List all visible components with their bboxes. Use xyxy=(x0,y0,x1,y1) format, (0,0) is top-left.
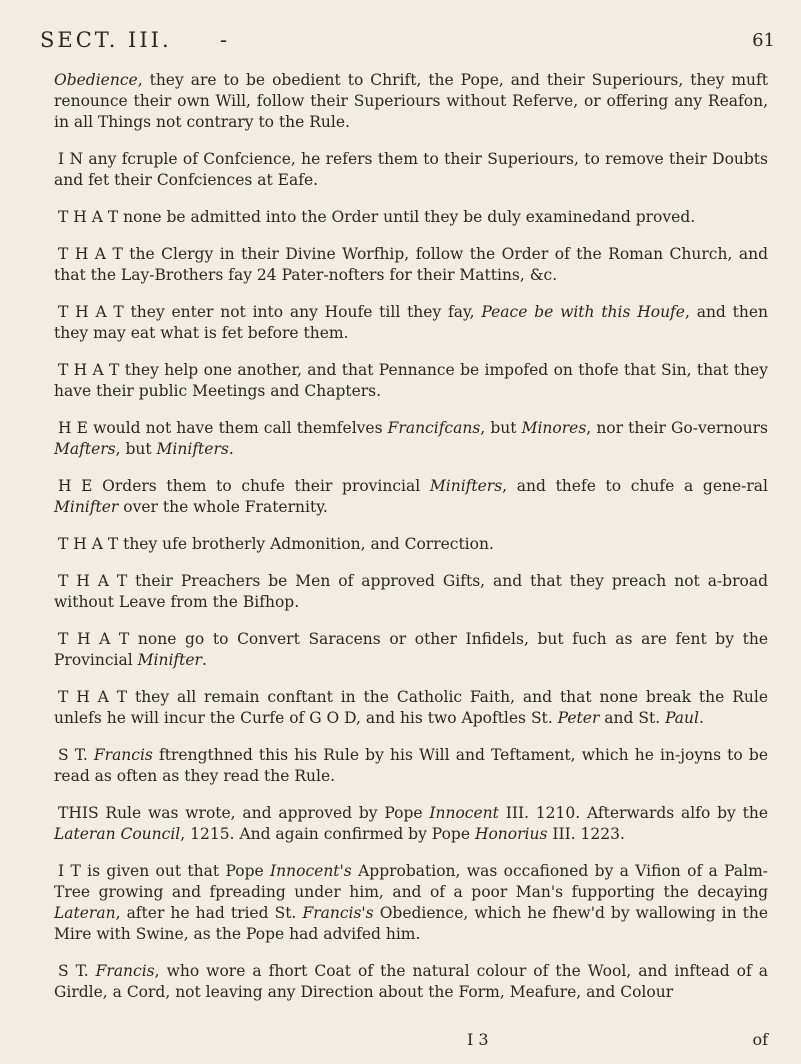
paragraph xyxy=(54,476,768,518)
text-run: , they are to be obedient to Chrift, the Pope, and their Superiours, they muft renounce their own Will, follow their Superiours without Referve, or offering any Reafon, in all Things not contrary to the Rule. xyxy=(54,71,768,131)
text-run: H E would not have them call themfelves xyxy=(58,419,388,437)
text-run: . xyxy=(201,651,207,669)
italic-text: Minores xyxy=(521,419,587,437)
text-run: , and thefe to chufe a gene-ral xyxy=(502,477,768,495)
paragraph xyxy=(54,302,768,344)
text-run: , but xyxy=(480,419,522,437)
text-run: T H A T the Clergy in their Divine Worfhip, follow the Order of the Roman Church, and that the Lay-Brothers fay 24 Pater-nofters for their Mattins, &c. xyxy=(54,245,768,284)
text-run: H E Orders them to chufe their provincial xyxy=(58,477,430,495)
paragraph xyxy=(54,861,768,945)
text-run: over the whole Fraternity. xyxy=(118,498,328,516)
text-run: Approbation, was occafioned by a Vifion of a Palm-Tree growing and fpreading under him, and of a poor Man's fupporting the decaying xyxy=(54,862,769,901)
text-run: T H A T their Preachers be Men of approved Gifts, and that they preach not a-broad without Leave from the Bifhop. xyxy=(54,572,768,611)
text-run: S T. xyxy=(58,962,96,980)
text-run: T H A T none go to Convert Saracens or other Infidels, but fuch as are fent by the Provincial xyxy=(54,630,768,669)
italic-text: Innocent's xyxy=(270,862,352,880)
signature-mark: I 3 xyxy=(467,1030,489,1049)
italic-text: Mafters xyxy=(54,440,116,458)
paragraph xyxy=(54,418,768,460)
paragraph xyxy=(54,629,768,671)
section-heading: SECT. III. xyxy=(40,28,172,52)
italic-text: Minifters xyxy=(429,477,503,495)
italic-text: Francis's xyxy=(302,904,374,922)
text-run: III. 1210. Afterwards alfo by the xyxy=(498,804,769,822)
text-run: T H A T they help one another, and that Pennance be impofed on thofe that Sin, that they have their public Meetings and Chapters. xyxy=(54,361,768,400)
italic-text: Minifters xyxy=(156,440,229,458)
text-run: . xyxy=(699,709,704,727)
paragraph xyxy=(54,207,768,228)
text-run: THIS Rule was wrote, and approved by Pope xyxy=(58,804,430,822)
paragraph xyxy=(54,803,768,845)
italic-text: Minifter xyxy=(137,651,202,669)
text-run: . xyxy=(228,440,234,458)
paragraph xyxy=(54,961,768,1003)
text-run: T H A T they all remain conftant in the Catholic Faith, and that none break the Rule unlefs he will incur the Curfe of G O D, and his two Apoftles St. xyxy=(54,688,768,727)
italic-text: Lateran Council xyxy=(54,825,181,843)
page-body xyxy=(54,70,768,1019)
text-run: ftrengthned this his Rule by his Will and Teftament, which he in-joyns to be read as often as they read the Rule. xyxy=(54,746,768,785)
italic-text: Francifcans xyxy=(387,419,481,437)
italic-text: Peter xyxy=(557,709,600,727)
page-number: 61 xyxy=(752,30,775,51)
italic-text: Lateran xyxy=(54,904,116,922)
catchword: of xyxy=(752,1030,768,1049)
italic-text: Paul xyxy=(665,709,699,727)
paragraph xyxy=(54,745,768,787)
text-run: , who wore a fhort Coat of the natural colour of the Wool, and inftead of a Girdle, a Cord, not leaving any Direction about the Form, Meafure, and Colour xyxy=(54,962,768,1001)
text-run: , after he had tried St. xyxy=(115,904,303,922)
page-footer xyxy=(54,1030,768,1056)
text-run: Obedience, which he fhew'd by wallowing in the Mire with Swine, as the Pope had advifed him. xyxy=(54,904,769,943)
paragraph xyxy=(54,244,768,286)
text-run: T H A T none be admitted into the Order until they be duly examinedand proved. xyxy=(58,208,696,226)
text-run: T H A T they enter not into any Houfe till they fay, xyxy=(58,303,482,321)
paragraph xyxy=(54,687,768,729)
running-header xyxy=(40,22,775,62)
italic-text: Francis xyxy=(95,962,155,980)
text-run: I N any fcruple of Confcience, he refers them to their Superiours, to remove their Doubts and fet their Confciences at Eafe. xyxy=(54,150,768,189)
italic-text: Peace be with this Houfe xyxy=(481,303,685,321)
paragraph xyxy=(54,70,768,133)
italic-text: Innocent xyxy=(429,804,499,822)
italic-text: Obedience xyxy=(54,71,138,89)
text-run: I T is given out that Pope xyxy=(58,862,271,880)
paragraph xyxy=(54,534,768,555)
text-run: and St. xyxy=(599,709,666,727)
text-run: T H A T they ufe brotherly Admonition, and Correction. xyxy=(58,535,494,553)
text-run: III. 1223. xyxy=(547,825,625,843)
italic-text: Francis xyxy=(93,746,153,764)
paragraph xyxy=(54,149,768,191)
text-run: , 1215. And again confirmed by Pope xyxy=(180,825,475,843)
header-dash: - xyxy=(220,28,231,52)
italic-text: Honorius xyxy=(474,825,548,843)
paragraph xyxy=(54,571,768,613)
text-run: S T. xyxy=(58,746,94,764)
text-run: , and then they may eat what is fet before them. xyxy=(54,303,769,342)
text-run: , nor their Go-vernours xyxy=(586,419,768,437)
italic-text: Minifter xyxy=(54,498,119,516)
text-run: , but xyxy=(115,440,157,458)
paragraph xyxy=(54,360,768,402)
